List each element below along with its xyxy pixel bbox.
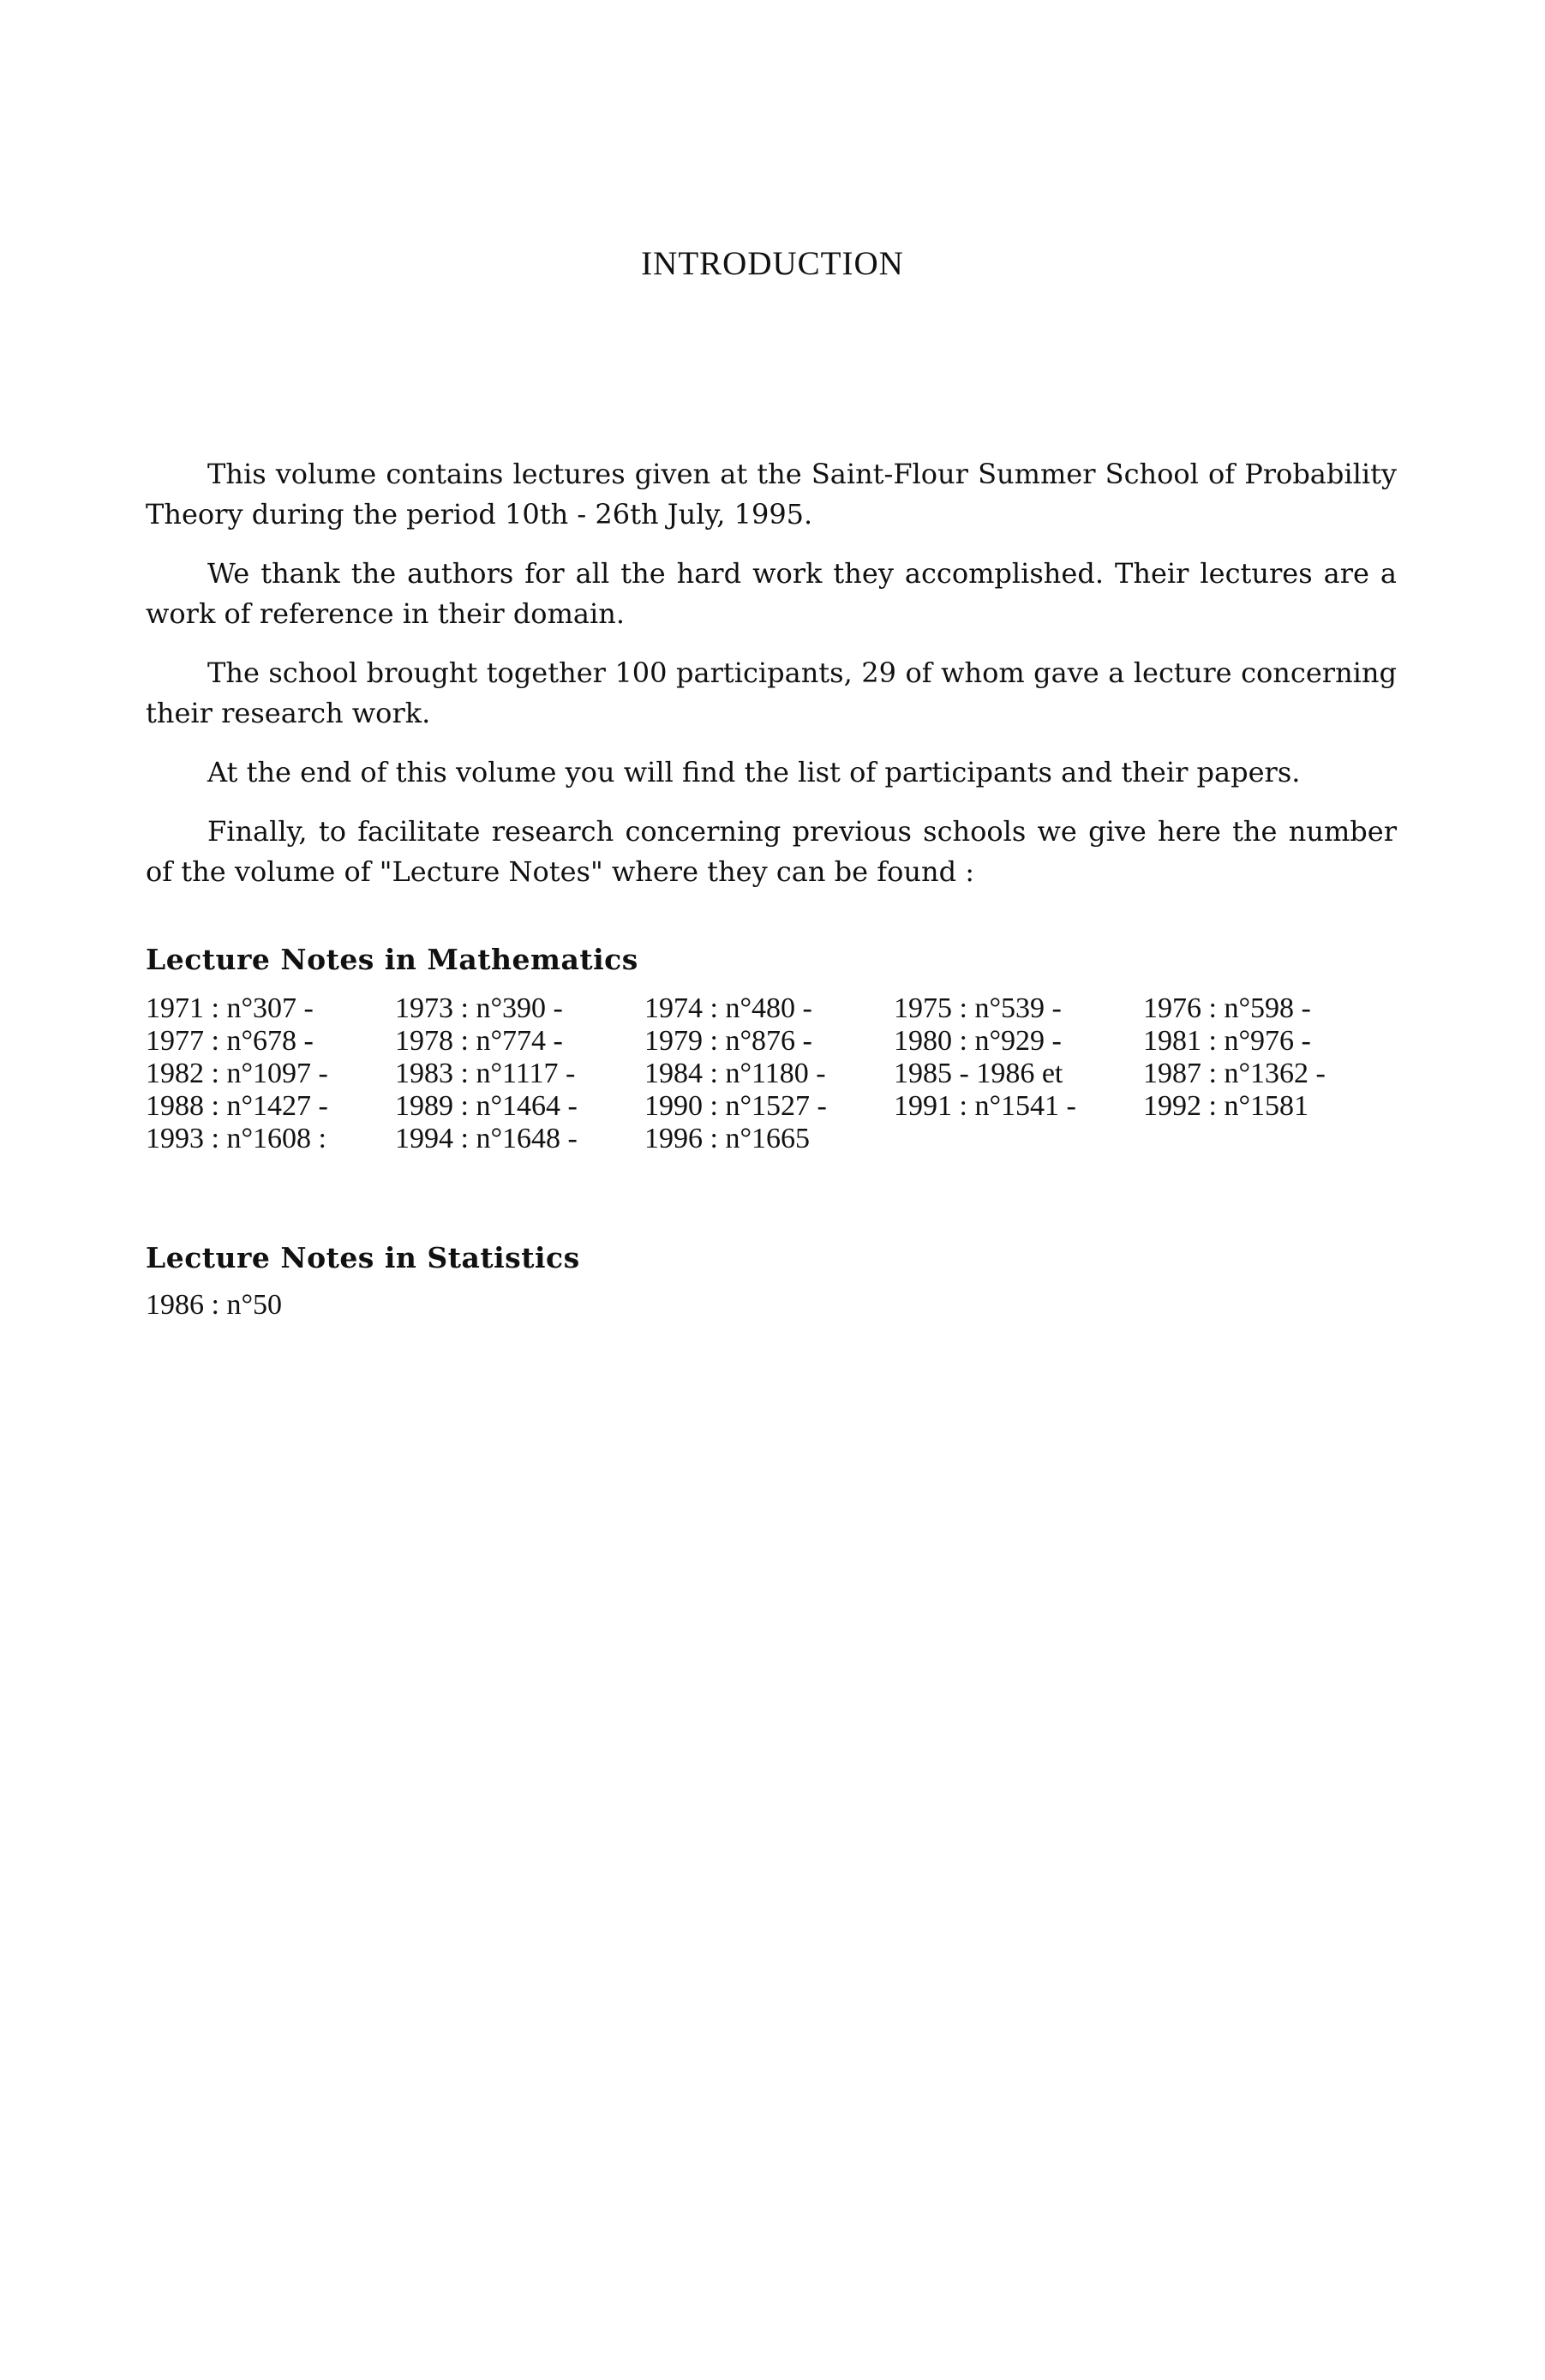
table-cell: 1993 : n°1608 : [146,1123,326,1154]
table-cell: 1992 : n°1581 [1143,1090,1309,1122]
paragraph-list-of-participants: At the end of this volume you will find the list of participants and their papers. [207,756,1301,788]
table-cell: 1974 : n°480 - [644,992,812,1024]
lecture-notes-statistics-entry: 1986 : n°50 [146,1289,283,1321]
table-cell [1143,1123,1392,1155]
table-row [146,1058,1392,1090]
table-row [146,1090,1392,1123]
table-cell: 1994 : n°1648 - [395,1123,578,1154]
table-row [146,1123,1392,1155]
introduction-body [146,454,1397,911]
table-cell: 1990 : n°1527 - [644,1090,827,1122]
table-row [146,1025,1392,1058]
table-cell: 1991 : n°1541 - [894,1090,1076,1122]
lecture-notes-mathematics-table [146,992,1392,1155]
table-cell: 1982 : n°1097 - [146,1058,328,1089]
table-cell [894,1123,1143,1155]
table-cell: 1983 : n°1117 - [395,1058,576,1089]
table-row [146,992,1392,1025]
paragraph-previous-schools: Finally, to facilitate research concerning previous schools we give here the number of the volume of "Lecture Notes" where they can be found : [146,815,1397,888]
table-cell: 1985 - 1986 et [894,1058,1063,1089]
lecture-notes-mathematics-heading: Lecture Notes in Mathematics [146,943,638,976]
paragraph-thanks: We thank the authors for all the hard work they accomplished. Their lectures are a work of reference in their domain. [146,557,1397,630]
table-cell: 1980 : n°929 - [894,1025,1062,1057]
table-cell: 1978 : n°774 - [395,1025,563,1057]
table-cell: 1987 : n°1362 - [1143,1058,1326,1089]
table-cell: 1981 : n°976 - [1143,1025,1311,1057]
table-cell: 1988 : n°1427 - [146,1090,328,1122]
table-cell: 1984 : n°1180 - [644,1058,826,1089]
table-cell: 1996 : n°1665 [644,1123,811,1154]
paragraph-volume-contents: This volume contains lectures given at the Saint-Flour Summer School of Probability Theory during the period 10th - 26th July, 1995. [146,458,1397,531]
page-title: INTRODUCTION [641,245,904,282]
table-cell: 1977 : n°678 - [146,1025,314,1057]
table-cell: 1989 : n°1464 - [395,1090,578,1122]
table-cell: 1971 : n°307 - [146,992,314,1024]
table-cell: 1975 : n°539 - [894,992,1062,1024]
table-cell: 1979 : n°876 - [644,1025,812,1057]
paragraph-participants: The school brought together 100 participants, 29 of whom gave a lecture concerning their research work. [146,656,1397,729]
table-cell: 1976 : n°598 - [1143,992,1311,1024]
lecture-notes-statistics-heading: Lecture Notes in Statistics [146,1241,580,1274]
table-cell: 1973 : n°390 - [395,992,563,1024]
